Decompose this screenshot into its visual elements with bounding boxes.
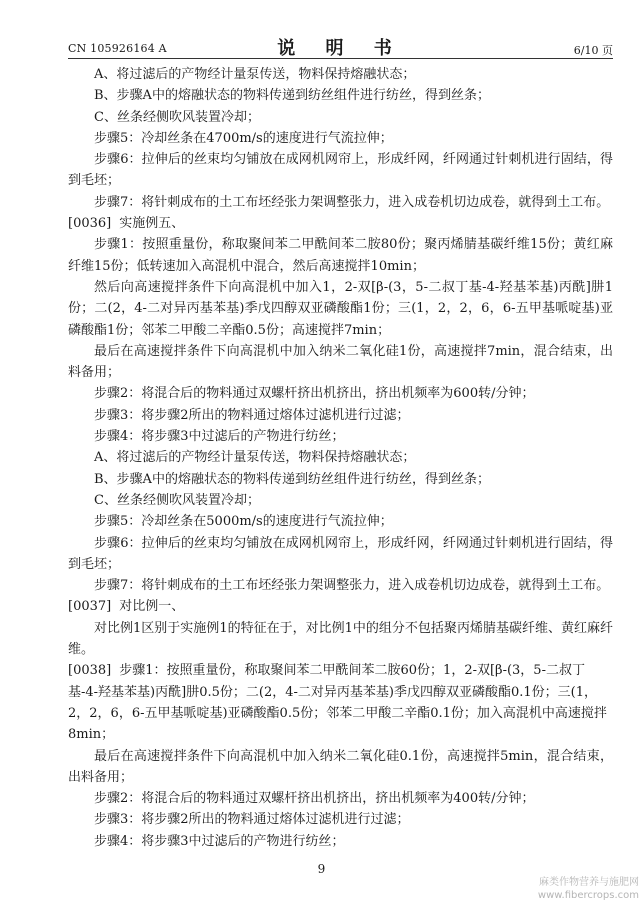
body-paragraph: 步骤2：将混合后的物料通过双螺杆挤出机挤出，挤出机频率为400转/分钟； [94,791,535,807]
body-paragraph: C、丝条经侧吹风装置冷却； [94,109,260,125]
section-paragraph [68,213,613,234]
body-paragraph: 步骤3：将步骤2所出的物料通过熔体过滤机进行过滤； [94,812,410,828]
paragraph-text: 对比例一、 [119,599,185,615]
site-watermark [538,876,639,902]
body-paragraph: A、将过滤后的产物经计量泵传送，物料保持熔融状态； [94,67,416,82]
document-body [68,64,613,852]
document-title: 说 明 书 [277,38,404,59]
body-paragraph: 步骤7：将针刺成布的土工布坯经张力架调整张力，进入成卷机切边成卷，就得到土工布。 [94,578,610,594]
body-paragraph: 步骤5：冷却丝条在4700m/s的速度进行气流拉伸； [94,130,393,146]
header-divider [68,58,613,59]
watermark-line-2: www.fibercrops.com [537,890,639,901]
paragraph-text: 步骤1：按照重量份，称取聚间苯二甲酰间苯二胺60份；1，2-双[β-(3，5-二叔丁基-4-羟基苯基)丙酰]肼0.5份；二(2，4-二对异丙基苯基)季戊四醇双亚磷酸酯0.1份；三(1，2，2，6，6-五甲基哌啶基)亚磷酸酯0.5份；邻苯二甲酸二辛酯0.1份；加入高混机中高速搅拌8min； [68,663,607,743]
paragraph-text: 实施例五、 [119,216,185,232]
body-paragraph: B、步骤A中的熔融状态的物料传递到纺丝组件进行纺丝，得到丝条； [94,88,490,104]
paragraph-number: [0037] [68,599,112,615]
page-indicator: 6/10 页 [573,44,613,57]
watermark-line-1: 麻类作物营养与施肥网 [539,877,639,888]
body-paragraph: 最后在高速搅拌条件下向高混机中加入纳米二氧化硅0.1份，高速搅拌5min，混合结束，出料备用； [68,748,613,785]
body-paragraph: 步骤6：拉伸后的丝束均匀铺放在成网机网帘上，形成纤网，纤网通过针刺机进行固结，得到毛坯； [68,152,613,189]
body-paragraph: 步骤7：将针刺成布的土工布坯经张力架调整张力，进入成卷机切边成卷，就得到土工布。 [94,194,610,210]
body-paragraph: 对比例1区别于实施例1的特征在于，对比例1中的组分不包括聚丙烯腈基碳纤维、黄红麻纤维。 [68,620,613,658]
body-paragraph: A、将过滤后的产物经计量泵传送，物料保持熔融状态； [94,450,416,466]
paragraph-number: [0038] [68,663,112,679]
page-number: 9 [317,862,326,876]
page-header [68,34,613,59]
body-paragraph: 然后向高速搅拌条件下向高混机中加入1，2-双[β-(3，5-二叔丁基-4-羟基苯基)丙酰]肼1份；二(2，4-二对异丙基苯基)季戊四醇双亚磷酸酯1份；三(1，2，2，6，6-五甲基哌啶基)亚磷酸酯1份；邻苯二甲酸二辛酯0.5份；高速搅拌7min； [68,279,613,338]
body-paragraph: 步骤5：冷却丝条在5000m/s的速度进行气流拉伸； [94,514,393,530]
body-paragraph: 步骤3：将步骤2所出的物料通过熔体过滤机进行过滤； [94,407,410,423]
body-paragraph: 最后在高速搅拌条件下向高混机中加入纳米二氧化硅1份，高速搅拌7min，混合结束，出料备用； [68,343,613,381]
body-paragraph: 步骤4：将步骤3中过滤后的产物进行纺丝； [94,429,345,445]
body-paragraph: B、步骤A中的熔融状态的物料传递到纺丝组件进行纺丝，得到丝条； [94,471,490,487]
body-paragraph: 步骤4：将步骤3中过滤后的产物进行纺丝； [94,833,345,849]
body-paragraph: C、丝条经侧吹风装置冷却； [94,492,260,508]
body-paragraph: 步骤6：拉伸后的丝束均匀铺放在成网机网帘上，形成纤网，纤网通过针刺机进行固结，得到毛坯； [68,535,613,572]
body-paragraph: 步骤1：按照重量份，称取聚间苯二甲酰间苯二胺80份；聚丙烯腈基碳纤维15份；黄红麻纤维15份；低转速加入高混机中混合，然后高速搅拌10min； [68,237,613,274]
body-paragraph: 步骤2：将混合后的物料通过双螺杆挤出机挤出，挤出机频率为600转/分钟； [94,386,535,402]
section-paragraph [68,660,613,745]
paragraph-number: [0036] [68,216,112,232]
patent-number: CN 105926164 A [68,42,167,55]
section-paragraph [68,596,613,617]
